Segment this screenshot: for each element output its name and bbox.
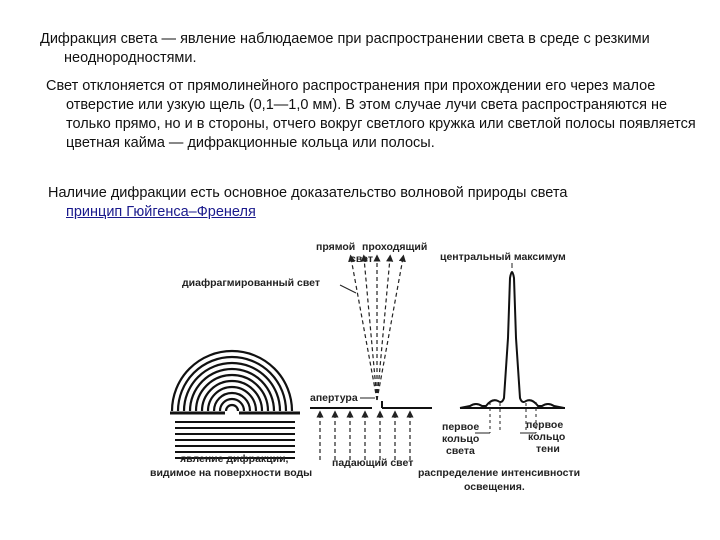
diffraction-figure: [150, 238, 615, 500]
label-direct-3: свет: [350, 253, 373, 265]
label-distribution-2: освещения.: [464, 481, 525, 493]
label-aperture: апертура: [310, 392, 358, 404]
huygens-fresnel-link[interactable]: принцип Гюйгенса–Френеля: [66, 204, 256, 220]
label-direct-2: проходящий: [362, 241, 428, 253]
label-diaphragm: диафрагмированный свет: [182, 277, 321, 289]
label-light-ring-1: первое: [442, 421, 480, 433]
label-light-ring-2: кольцо: [442, 433, 480, 445]
transmitted-rays: [351, 258, 403, 400]
label-central-max: центральный максимум: [440, 251, 566, 263]
label-incident: падающий свет: [332, 457, 414, 469]
label-shadow-ring-2: кольцо: [528, 431, 566, 443]
label-distribution-1: распределение интенсивности: [418, 467, 581, 479]
label-shadow-ring-1: первое: [526, 419, 564, 431]
diaphragm-pointer: [340, 285, 356, 293]
label-phenomenon-1: явление дифракции,: [180, 453, 289, 465]
evidence-text: Наличие дифракции есть основное доказательство волновой природы света: [48, 185, 568, 201]
label-shadow-ring-3: тени: [536, 443, 560, 455]
paragraph-definition: Дифракция света — явление наблюдаемое при распространении света в среде с резкими неоднородностями.: [40, 31, 650, 66]
label-phenomenon-2: видимое на поверхности воды: [150, 467, 313, 479]
incident-light-arrows: [320, 414, 410, 460]
intensity-graph: [460, 272, 564, 408]
label-direct-1: прямой: [316, 241, 356, 253]
paragraph-explanation: Свет отклоняется от прямолинейного распространения при прохождении его через малое отверстие или узкую щель (0,1—1,0 мм). В этом случае лучи света распространяются не только прямо, но и в стороны, отчего вокруг светлого кружка или светлой полосы появляется цветная кайма — дифракционные кольца или полосы.: [46, 78, 696, 151]
paragraph-evidence: [42, 184, 706, 222]
label-light-ring-3: света: [446, 445, 475, 457]
water-wave-arcs: [172, 351, 292, 411]
